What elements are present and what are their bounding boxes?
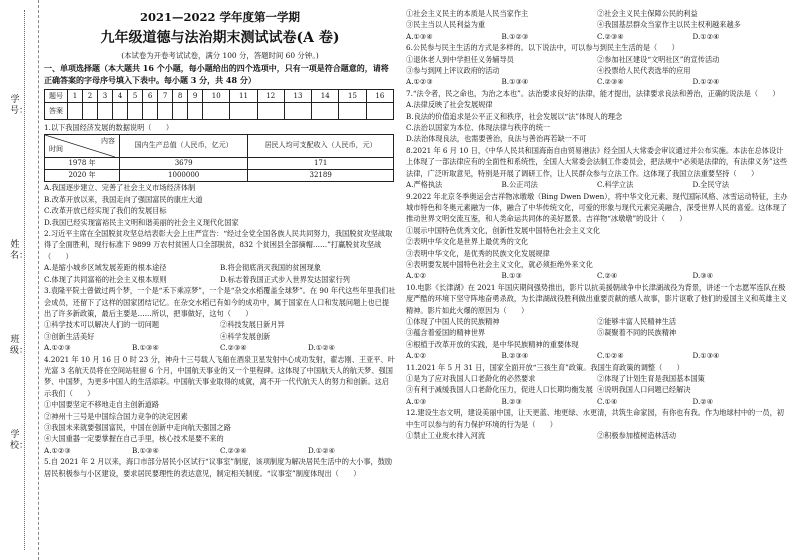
exam-title: 九年级道德与法治期末测试试卷(A 卷) [100,30,340,46]
q12-statements [406,430,788,441]
q8-option-b: B.公正司法 [501,180,538,190]
q9-option-b: B.①③ [501,271,522,281]
q11-statement: ④说明我国人口问题已经解决 [597,385,691,395]
q1-gdp-header: 国内生产总值（人民币，亿元） [120,134,248,157]
question-number: 6 [143,90,158,103]
question-number: 9 [188,90,203,103]
question-number: 16 [366,90,393,103]
answer-cell[interactable] [312,103,339,120]
q6-option-a: A.①②③ [406,77,433,87]
q7-stem: 7.“法令者，民之命也，为治之本也”。法治要求良好的法律，能才提出，法律要求良法和善治，正确的说法是（ ） [406,88,780,98]
q10-statement: ④根植于改革开放的实践，是中华民族精神的重要体现 [406,339,579,349]
q4-option-a: A.①②③ [44,445,71,455]
q4-statement: ①中国要坚定不移地走自主创新道路 [44,400,160,410]
q1-option-d: D.我国已经实现富裕民主文明和谐美丽的社会主义现代化国家 [44,217,239,227]
q4-statement: ④大国重器一定要掌握在自己手里，核心技术是要不来的 [44,434,224,444]
answer-table-answer-row [45,103,394,120]
q2-option-a: A.是缩小城乡区域发展差距的根本途径 [44,263,167,273]
q6-statement: ①退休老人到中学担任义务辅导员 [406,54,514,64]
question-number: 15 [339,90,366,103]
answer-table-head: 题号 [45,90,68,103]
q8-options [406,179,788,190]
q5-options [406,31,788,42]
q6-statements [406,54,788,77]
q1-gdp: 3679 [120,157,248,169]
q6-statement: ②参加社区建设“文明社区”的宣传活动 [597,54,720,64]
answer-cell[interactable] [188,103,203,120]
q11-option-a: A.①③ [406,396,427,406]
q11-option-d: D.②④ [692,396,714,406]
q10-option-d: D.①③④ [692,351,720,361]
q3-statement: ④科学发展创新 [220,331,271,341]
q1-option-a: A.我国逐步建立、完善了社会主义市场经济体制 [44,183,196,193]
q10-stem: 10.电影《长津湖》在 2021 年国庆期间强势推出，影片以抗美援朝战争中长津湖战役为背景，讲述一个志愿军连队在极度严酷的环境下坚守阵地奋勇杀敌，为长津湖战役胜利做出重要贡献的感人故事，影片讴歌了他们的爱国主义和英雄主义精神。影片如此火爆的原因为（ ） [406,282,787,315]
q7-option: B.良法的价值追求是公平正义和秩序，社会发展以“法”体现人的理念 [406,111,623,121]
q12-statement: ②积极参加植树造林活动 [597,431,677,441]
q1-table-corner [45,134,120,157]
q7-option: D.法治体现良法，也需要善治，良法与善治再若缺一不可 [406,134,587,144]
q7-option: C.法治以国家为本位、体现法律与秩序的统一 [406,123,551,133]
answer-cell[interactable] [128,103,143,120]
q10-option-b: B.②③④ [501,351,529,361]
q11-option-c: C.①④ [597,396,618,406]
right-column [406,8,788,441]
q9-option-c: C.②④ [597,271,618,281]
q12-statement: ①禁止工业废水排入河流 [406,431,486,441]
q5-statement: ①社会主义民主的本质是人民当家作主 [406,9,529,18]
q1-year: 2020 年 [45,170,120,182]
q9-option-d: D.③④ [692,271,714,281]
q5-option-d: D.①②④ [692,31,720,41]
q4-statement: ③我国未来就要强国富民，中国在创新中走向航天强国之路 [44,422,231,432]
q1-corner-bottom: 时间 [49,145,63,154]
q3-statement: ③创新生活美好 [44,331,95,341]
question-number: 14 [312,90,339,103]
q1-table-header [45,134,394,157]
exam-note: (本试卷为开卷考试试卷，满分 100 分，答题时间 60 分钟。) [121,51,319,60]
answer-table [44,89,394,120]
question-number: 1 [68,90,83,103]
q1-income: 32189 [248,170,394,182]
q5-statement: ④我国基层群众当家作主以民主权利越来越多 [597,20,741,30]
q8-option-a: A.严格执法 [406,180,443,190]
q3-statement: ②科技发展日新月异 [220,320,285,330]
table-row [45,157,394,169]
q5-option-c: C.②③④ [597,31,624,41]
q3-option-d: D.①②④ [308,343,336,353]
q10-statement: ①体现了中国人民的民族精神 [406,316,500,326]
q10-statement: ②能够丰富人民精神生活 [597,316,677,326]
answer-row-head: 答案 [45,103,68,120]
q4-option-c: C.②③④ [220,445,247,455]
q12-stem: 12.建设生态文明，建设美丽中国，让天更蓝、地更绿、水更清，共筑生命家园，有你也有我。作为地球村中的一员，初中生可以参与的有力保护环境的行为是（ ） [406,408,784,429]
q3-option-b: B.①③④ [132,343,159,353]
table-row [45,170,394,182]
q3-options [44,342,396,353]
q2-stem: 2.习近平主席在全国脱贫攻坚总结表彰大会上庄严宣告：“经过全党全国各族人民共同努力，我国脱贫攻坚战取得了全面胜利，现行标准下 9899 万农村贫困人口全部脱贫，832 个贫困县全部摘帽……”打赢脱贫攻坚战（ ） [44,229,393,261]
q1-corner-top: 内容 [101,136,115,145]
q6-option-b: B.①③④ [501,77,529,87]
answer-cell[interactable] [284,103,311,120]
q6-option-d: D.①②④ [692,77,720,87]
q11-statement: ②体现了计划生育是我国基本国策 [597,374,705,383]
q1-income-header: 居民人均可支配收入（人民币，元） [248,134,394,157]
q10-option-c: C.①②④ [597,351,624,361]
q3-stem: 3.袁隆平院士曾做过两个梦，一个是“禾下乘凉梦”，一个是“杂交水稻覆盖全球梦”。在 90 年代这些年里我们社会成员，还留下了这样的国家团结记忆。在杂交水稻已有如今的成功中，属于国家在人口和发展问题上也已提出了许多新政策，最后主要是……所以，把事做好，这句（ ） [44,286,396,318]
q1-data-table [44,134,394,183]
answer-cell[interactable] [158,103,173,120]
q4-stem: 4.2021 年 10 月 16 日 0 时 23 分，神舟十三号载人飞船在酒泉卫星发射中心成功发射，翟志刚、王亚平、叶光富 3 名航天员将在空间站驻留 6 个月，中国航天事业的又一个里程碑。这体现了中国航天人的航天梦、强国梦、中国梦，为更多中国人的生活添彩。中国航天事业取得的成就，离不开一代代航天人的努力和创新。这启示我们（ ） [44,354,395,398]
q9-statement: ②表明中华文化是世界上最优秀的文化 [406,237,529,247]
answer-cell[interactable] [203,103,230,120]
q5-option-b: B.①②③ [501,31,529,41]
q1-gdp: 1000000 [120,170,248,182]
q2-options [44,262,396,285]
q11-statement: ③有利于减缓我国人口老龄化压力，促进人口长期均衡发展 [406,385,593,395]
q11-stem: 11.2021 年 5 月 31 日，国家全面开放“三孩生育”政策。我国生育政策的调整（ ） [406,362,684,372]
q9-statement: ③表明中华文化，是优秀的民族文化发展规律 [406,248,550,258]
q1-income: 171 [248,157,394,169]
answer-cell[interactable] [257,103,284,120]
q11-statement: ①是为了应对我国人口老龄化的必然要求 [406,374,536,383]
q11-options [406,396,788,407]
q6-statement: ③参与到网上评议政府的活动 [406,66,500,76]
name-label: 姓名： [10,240,29,261]
q3-option-a: A.①②③ [44,343,71,353]
answer-table-number-row [45,90,394,103]
q5-statement: ②社会主义民主保障公民的利益 [597,9,698,18]
question-number: 10 [203,90,230,103]
q7-option: A.法律反映了社会发展规律 [406,100,493,110]
q1-stem: 1.以下我国经济发展的数据说明（ ） [44,123,174,133]
q4-statement: ②神州十三号是中国综合国力竞争的决定因素 [44,411,188,421]
class-label: 班级： [10,335,29,356]
q5-stem: 5.自 2021 年 2 月以来，海口市部分居民小区试行“议事室”制度，该项制度为解决居民生活中的大小事，鼓励居民积极参与小区建设，要求居民要理性的表达意见，制定相关制度。“议事室”制度体现出（ ） [44,457,393,478]
answer-cell[interactable] [113,103,128,120]
q4-option-b: B.①③④ [132,445,159,455]
q3-option-c: C.②③④ [220,343,247,353]
q9-statement: ④表明要发展中国特色社会主义文化，就必须拒绝外来文化 [406,259,593,269]
answer-cell[interactable] [143,103,158,120]
binding-dotted-line [24,10,31,550]
section-one-title: 一、单项选择题（本大题共 16 个小题，每小题给出的四个选项中，只有一项是符合题意的，请将正确答案的字母序号填入下表中。每小题 3 分，共 48 分） [44,63,389,85]
answer-cell[interactable] [230,103,257,120]
q5-statement: ③民主当以人民利益为重 [406,20,486,30]
q2-option-c: C.体现了共同富裕的社会主义根本原则 [44,274,167,284]
q3-statements [44,319,396,342]
answer-cell[interactable] [366,103,393,120]
q2-option-b: B.将会彻底消灭我国的贫困现象 [220,263,322,273]
q6-stem: 6.公民参与民主生活的方式是多样的。以下说法中，可以参与到民主生活的是（ ） [406,43,679,53]
q6-option-c: C.②③④ [597,77,624,87]
left-column [44,8,396,479]
q1-year: 1978 年 [45,157,120,169]
q10-statement: ⑤凝聚着不同的民族精神 [597,328,677,338]
answer-cell[interactable] [339,103,366,120]
question-number: 11 [230,90,257,103]
year-title: 2021—2022 学年度第一学期 [139,10,301,24]
q3-statement: ①科学技术可以解决人们的一切问题 [44,320,160,330]
q9-stem: 9.2022 年北京冬季奥运会吉祥物冰墩墩（Bing Dwen Dwen），将中华文化元素、现代国际风格、冰雪运动特征，主办城市特色和冬奥元素融为一体，融合了中华传统文化，可爱的形象与现代元素完美融合，深受世界人民的喜爱。这体现了推动世界文明交流互鉴，和人类命运共同体的美好愿景。吉祥物“冰墩墩”的设计（ ） [406,191,788,224]
question-number: 3 [98,90,113,103]
q8-stem: 8.2021 年 6 月 10 日，《中华人民共和国海南自由贸易港法》经全国人大常委会审议通过并公布实施。本法在总体设计上体现了一部法律应有的全面性和系统性，全国人大常委会法制工作委员会，把法规中“必须是法律的，有法律义务”这些法律，广泛听取意见，特别是开展了调研工作，让人民群众参与立法工作。这体现了我国立法重要坚持（ ） [406,145,788,178]
q10-statement: ③蕴含着爱国的精神世界 [406,328,486,338]
question-number: 2 [83,90,98,103]
question-number: 12 [257,90,284,103]
q8-option-c: C.科学立法 [597,180,634,190]
q1-option-b: B.改革开放以来，我国走向了强国富民的康庄大道 [44,194,203,204]
q4-options [44,445,396,456]
q6-options [406,76,788,87]
q10-option-a: A.①② [406,351,427,361]
student-id-label: 学号： [10,95,29,116]
question-number: 8 [173,90,188,103]
q10-options [406,350,788,361]
answer-cell[interactable] [98,103,113,120]
q9-statement: ①展示中国特色优秀文化，创新性发展中国特色社会主义文化 [406,225,601,235]
school-label: 学校： [10,430,29,451]
answer-cell[interactable] [173,103,188,120]
question-number: 4 [113,90,128,103]
q9-option-a: A.①② [406,271,427,281]
q8-option-d: D.全民守法 [692,180,730,190]
q4-option-d: D.①②④ [308,445,336,455]
q5-option-a: A.①③④ [406,31,433,41]
q11-statements [406,373,788,396]
q6-statement: ④投票给人民代表选举的应用 [597,66,691,76]
question-number: 13 [284,90,311,103]
answer-cell[interactable] [83,103,98,120]
q5-statements [406,8,788,31]
question-number: 7 [158,90,173,103]
q11-option-b: B.②③ [501,396,522,406]
q1-option-c: C.改革开放已经实现了我们的发展目标 [44,206,167,216]
q9-options [406,270,788,281]
q10-statements [406,316,788,339]
answer-cell[interactable] [68,103,83,120]
binding-gutter [0,0,39,560]
question-number: 5 [128,90,143,103]
q2-option-d: D.标志着我国正式步入世界发达国家行列 [220,274,350,284]
